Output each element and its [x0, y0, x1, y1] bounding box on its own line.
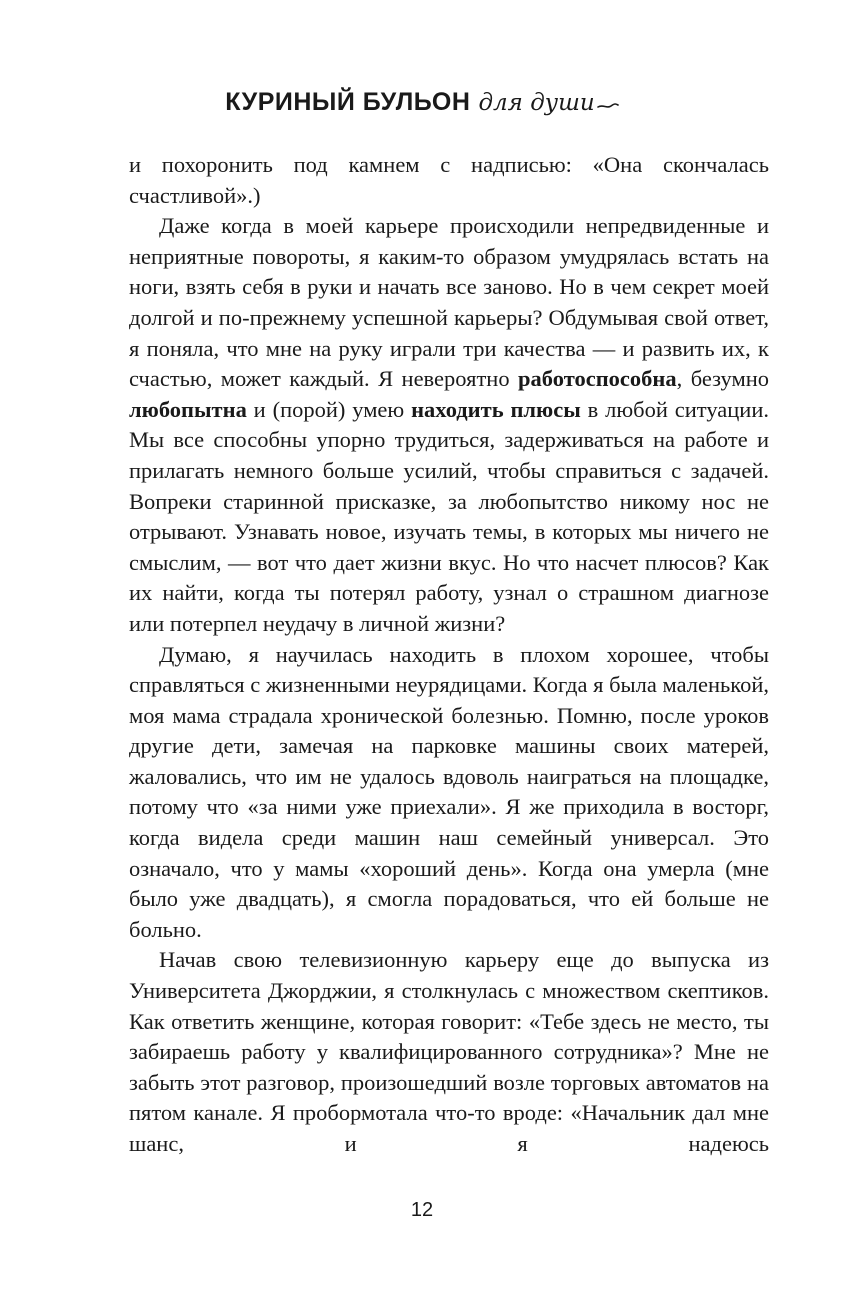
text-run: , безумно	[676, 366, 769, 392]
bold-term: любопытна	[129, 396, 247, 422]
book-title-script: для души	[478, 90, 595, 116]
bold-term: работоспособна	[518, 366, 677, 392]
book-title: КУРИНЫЙ БУЛЬОН	[225, 88, 471, 116]
paragraph: Начав свою телевизионную карьеру еще до выпуска из Университета Джорджии, я столкнулась с множеством скептиков. Как ответить женщине, которая говорит: «Тебе здесь не место, ты забираешь работу у квалифицированного сотрудника»? Мне не забыть этот разговор, произошедший возле торговых автоматов на пятом канале. Я пробормотала что-то вроде: «Начальник дал мне шанс, и я надеюсь	[129, 947, 769, 1156]
paragraph	[129, 211, 769, 639]
text-run: в любой ситуации. Мы все способны упорно трудиться, задерживаться на работе и прилагать немного больше усилий, чтобы справиться с задачей. Вопреки старинной присказке, за любопытство никому нос не отрывают. Узнавать новое, изучать темы, в которых мы ничего не смыслим, — вот что дает жизни вкус. Но что насчет плюсов? Как их найти, когда ты потерял работу, узнал о страшном диагнозе или потерпел неудачу в личной жизни?	[129, 396, 770, 636]
swash-flourish-icon	[597, 102, 619, 110]
text-run: и (порой) умею	[246, 396, 412, 422]
page-number: 12	[410, 1199, 434, 1221]
body-text	[129, 150, 769, 1160]
paragraph: Думаю, я научилась находить в плохом хорошее, чтобы справляться с жизненными неурядицами. Когда я была маленькой, моя мама страдала хронической болезнью. Помню, после уроков другие дети, замечая на парковке машины своих матерей, жаловались, что им не удалось вдоволь наиграться на площадке, потому что «за ними уже приехали». Я же приходила в восторг, когда видела среди машин наш семейный универсал. Это означало, что у мамы «хороший день». Когда она умерла (мне было уже двадцать), я смогла порадоваться, что ей больше не больно.	[129, 641, 769, 942]
running-head	[0, 88, 844, 117]
text-run: Даже когда в моей карьере происходили непредвиденные и неприятные повороты, я каким-то образом умудрялась встать на ноги, взять себя в руки и начать все заново. Но в чем секрет моей долгой и по-прежнему успешной карьеры? Обдумывая свой ответ, я поняла, что мне на руку играли три качества — и развить их, к счастью, может каждый. Я невероятно	[129, 213, 769, 392]
bold-term: находить плюсы	[411, 396, 581, 422]
paragraph: и похоронить под камнем с надписью: «Она скончалась счастливой».)	[129, 152, 769, 208]
